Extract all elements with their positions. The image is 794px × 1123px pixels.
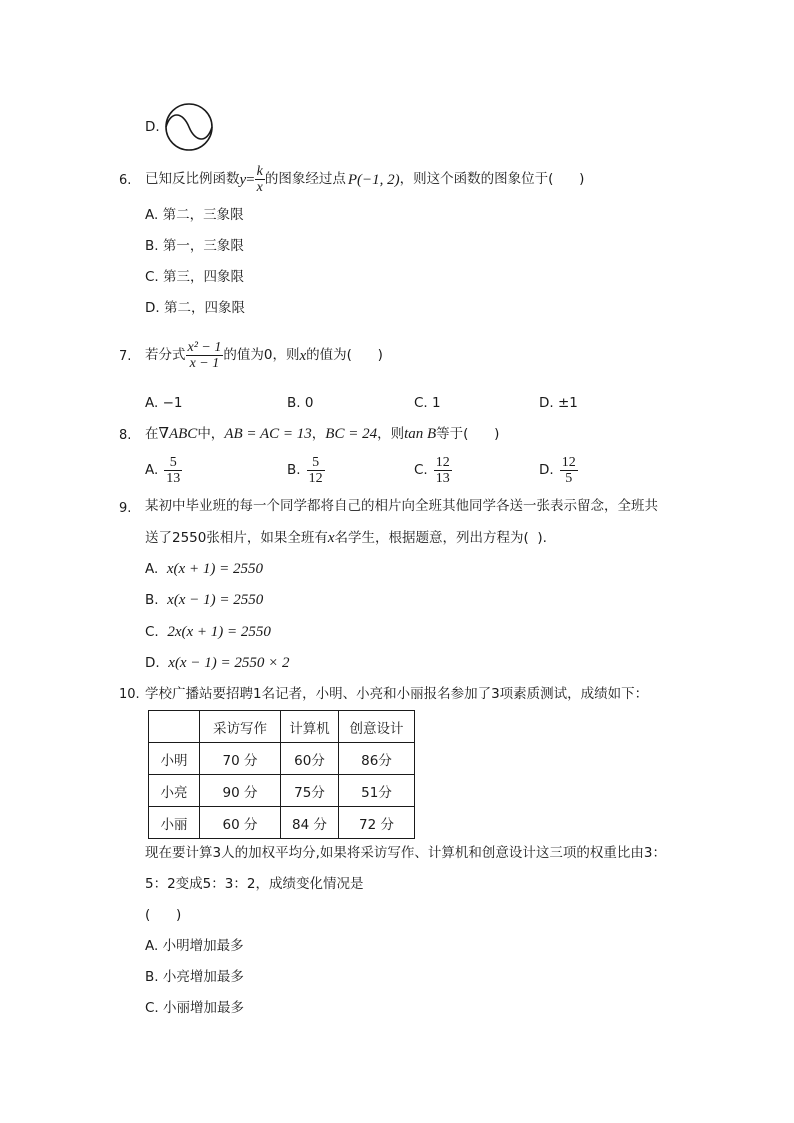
q9-option-d[interactable] <box>145 656 289 671</box>
q8-eq2: BC = 24 <box>325 426 378 442</box>
q8-stem <box>145 427 499 442</box>
q8-option-a-label: A. <box>145 462 159 479</box>
q7-option-c[interactable]: C. 1 <box>414 395 441 411</box>
q8-tan: tan B <box>404 426 437 442</box>
q10-after-line1: 现在要计算3人的加权平均分,如果将采访写作、计算机和创意设计这三项的权重比由3： <box>145 845 666 861</box>
q8-option-d-fraction <box>560 455 578 487</box>
q6-option-c[interactable]: C. 第三，四象限 <box>145 269 245 285</box>
q9-line2-var: x <box>327 530 335 546</box>
q8-text-prefix: 在 <box>145 426 159 442</box>
q8-option-d-num: 12 <box>561 455 576 470</box>
q8-option-b-den: 12 <box>308 471 323 486</box>
q9-line2-b: 名学生，根据题意，列出方程为( ). <box>334 530 547 546</box>
q10-intro: 学校广播站要招聘1名记者，小明、小亮和小丽报名参加了3项素质测试，成绩如下： <box>145 686 649 702</box>
q9-option-c[interactable] <box>145 625 271 640</box>
q10-answer-paren: ( ) <box>145 907 182 923</box>
table-cell: 86分 <box>339 743 415 775</box>
table-row <box>149 743 415 775</box>
table-cell: 84 分 <box>281 807 339 839</box>
q6-number: 6. <box>119 173 132 188</box>
q6-text-suffix: ，则这个函数的图象位于( ) <box>399 171 585 188</box>
q9-option-a-label: A. <box>145 561 159 577</box>
q6-y-var: y <box>239 171 247 188</box>
q8-option-b-label: B. <box>287 462 301 479</box>
q7-fraction <box>186 340 224 372</box>
q6-point: P(−1, 2) <box>347 171 400 188</box>
q7-fraction-numerator: x² − 1 <box>187 340 222 355</box>
table-cell-name: 小明 <box>149 743 200 775</box>
q8-text-mid1: 中， <box>197 426 225 442</box>
q6-fraction-numerator: k <box>256 164 263 179</box>
table-header-row <box>149 711 415 743</box>
table-cell: 51分 <box>339 775 415 807</box>
q6-option-b[interactable]: B. 第一，三象限 <box>145 238 244 254</box>
q8-option-d-label: D. <box>539 462 554 479</box>
q7-number: 7. <box>119 349 132 364</box>
q6-option-a[interactable]: A. 第二，三象限 <box>145 207 244 223</box>
q6-fraction-denominator: x <box>256 180 263 195</box>
table-cell: 90 分 <box>200 775 281 807</box>
table-header-cell: 计算机 <box>281 711 339 743</box>
q7-text-suffix: 的值为( ) <box>306 347 383 364</box>
table-cell: 60分 <box>281 743 339 775</box>
q8-option-b-num: 5 <box>307 455 325 471</box>
q10-option-b[interactable]: B. 小亮增加最多 <box>145 969 244 985</box>
q8-option-d-den: 5 <box>565 471 573 486</box>
q7-fraction-denominator: x − 1 <box>189 356 220 371</box>
table-header-cell: 创意设计 <box>339 711 415 743</box>
q9-option-a-eq: x(x + 1) = 2550 <box>166 561 263 577</box>
q8-option-c-fraction <box>434 455 452 487</box>
q7-option-b[interactable]: B. 0 <box>287 395 314 411</box>
q8-option-c-num: 12 <box>435 455 450 470</box>
q6-fraction <box>255 164 265 196</box>
table-cell: 72 分 <box>339 807 415 839</box>
q6-text-prefix: 已知反比例函数 <box>145 171 240 188</box>
q9-option-d-label: D. <box>145 655 160 671</box>
q8-text-mid2: ，则 <box>377 426 405 442</box>
q9-option-b[interactable] <box>145 593 263 608</box>
table-row <box>149 807 415 839</box>
q6-stem <box>145 160 584 200</box>
q7-text-prefix: 若分式 <box>145 347 186 364</box>
table-row <box>149 775 415 807</box>
q8-option-a[interactable] <box>145 452 182 490</box>
q6-equals: = <box>246 171 255 188</box>
table-cell: 60 分 <box>200 807 281 839</box>
q7-text-mid: 的值为0，则 <box>223 347 300 364</box>
q8-option-c-den: 13 <box>435 471 450 486</box>
table-header-cell: 采访写作 <box>200 711 281 743</box>
table-cell-name: 小丽 <box>149 807 200 839</box>
q8-option-c[interactable] <box>414 452 452 490</box>
q8-text-suffix: 等于( ) <box>436 426 500 442</box>
q9-number: 9. <box>119 501 132 516</box>
scores-table <box>148 710 415 839</box>
q7-option-a[interactable]: A. −1 <box>145 395 183 411</box>
q5-option-d-label: D. <box>145 119 160 135</box>
table-cell: 75分 <box>281 775 339 807</box>
table-cell-name: 小亮 <box>149 775 200 807</box>
q7-option-d[interactable]: D. ±1 <box>539 395 578 411</box>
q8-number: 8. <box>119 428 132 443</box>
table-header-cell <box>149 711 200 743</box>
q8-eq1: AB = AC = 13 <box>224 426 312 442</box>
q8-option-a-den: 13 <box>166 471 181 486</box>
q8-option-b-fraction <box>307 455 325 487</box>
table-cell: 70 分 <box>200 743 281 775</box>
q9-option-a[interactable] <box>145 562 263 577</box>
q8-option-d[interactable] <box>539 452 578 490</box>
q9-line1: 某初中毕业班的每一个同学都将自己的相片向全班其他同学各送一张表示留念，全班共 <box>145 498 658 514</box>
q7-var: x <box>299 347 307 364</box>
q9-line2 <box>145 531 547 546</box>
q9-line2-a: 送了2550张相片，如果全班有 <box>145 530 328 546</box>
q8-sep: ， <box>311 426 326 442</box>
q8-option-c-label: C. <box>414 462 428 479</box>
q10-option-c[interactable]: C. 小丽增加最多 <box>145 1000 245 1016</box>
q10-after-line2: 5：2变成5：3：2，成绩变化情况是 <box>145 876 364 892</box>
q10-number: 10. <box>119 687 140 702</box>
q8-option-a-num: 5 <box>164 455 182 471</box>
q9-option-c-eq: 2x(x + 1) = 2550 <box>167 624 271 640</box>
q9-option-d-eq: x(x − 1) = 2550 × 2 <box>168 655 290 671</box>
q8-option-b[interactable] <box>287 452 325 490</box>
q9-option-b-eq: x(x − 1) = 2550 <box>167 592 264 608</box>
q6-option-d[interactable]: D. 第二，四象限 <box>145 300 245 316</box>
q9-option-c-label: C. <box>145 624 159 640</box>
q8-triangle: ∇ABC <box>158 426 198 442</box>
q5-option-d-circle-figure <box>163 102 215 152</box>
q6-text-mid: 的图象经过点 <box>264 171 346 188</box>
q9-option-b-label: B. <box>145 592 159 608</box>
q10-option-a[interactable]: A. 小明增加最多 <box>145 938 244 954</box>
q8-option-a-fraction <box>164 455 182 487</box>
q7-stem <box>145 336 383 376</box>
